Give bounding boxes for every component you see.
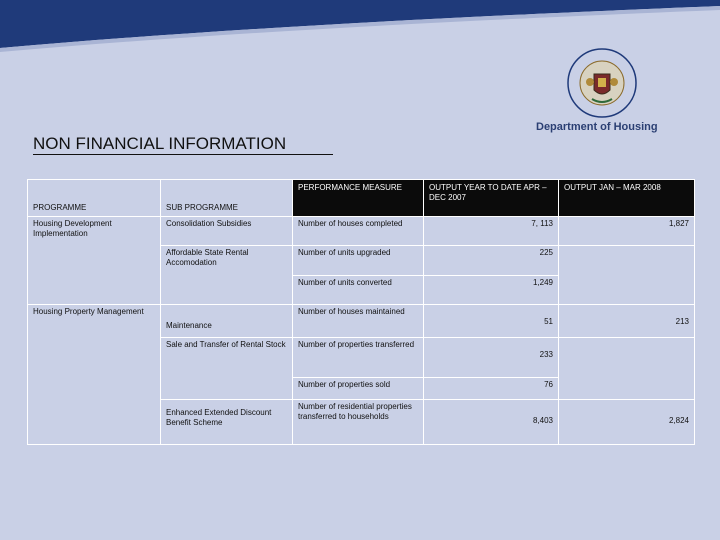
sub-programme-text: Maintenance	[166, 321, 212, 330]
sub-programme-cell	[161, 400, 293, 445]
sub-programme-cell	[161, 305, 293, 338]
output-ytd-cell: 225	[424, 246, 559, 276]
title-underline	[33, 154, 333, 155]
measure-cell: Number of residential properties transferred to households	[293, 400, 424, 445]
output-ytd-cell	[424, 400, 559, 445]
header-programme: PROGRAMME	[28, 180, 161, 217]
output-quarter-text: 213	[675, 317, 689, 326]
non-financial-table	[27, 179, 695, 445]
output-quarter-cell	[559, 400, 695, 445]
output-ytd-text: 8,403	[532, 416, 553, 425]
measure-cell: Number of properties transferred	[293, 338, 424, 378]
output-ytd-cell	[424, 338, 559, 378]
output-ytd-text: 233	[539, 350, 553, 359]
output-quarter-text: 2,824	[668, 416, 689, 425]
output-ytd-cell: 76	[424, 378, 559, 400]
measure-cell: Number of properties sold	[293, 378, 424, 400]
header-output-ytd: OUTPUT YEAR TO DATE APR – DEC 2007	[424, 180, 559, 217]
table-row	[28, 217, 695, 246]
output-ytd-cell: 7, 113	[424, 217, 559, 246]
output-quarter-cell	[559, 246, 695, 305]
output-ytd-cell	[424, 305, 559, 338]
sub-programme-cell: Sale and Transfer of Rental Stock	[161, 338, 293, 400]
measure-cell: Number of units converted	[293, 276, 424, 305]
gauteng-crest-logo	[560, 44, 644, 122]
sub-programme-cell: Consolidation Subsidies	[161, 217, 293, 246]
sub-programme-text: Enhanced Extended Discount Benefit Scheme	[166, 408, 272, 427]
output-quarter-cell	[559, 338, 695, 400]
header-sub-programme: SUB PROGRAMME	[161, 180, 293, 217]
output-quarter-cell: 1,827	[559, 217, 695, 246]
page-title: NON FINANCIAL INFORMATION	[33, 134, 287, 153]
sub-programme-cell: Affordable State Rental Accomodation	[161, 246, 293, 305]
output-ytd-text: 51	[544, 317, 553, 326]
programme-cell: Housing Property Management	[28, 305, 161, 445]
department-name: Department of Housing	[536, 121, 658, 133]
table-header-row	[28, 180, 695, 217]
table-row	[28, 305, 695, 338]
header-output-quarter: OUTPUT JAN – MAR 2008	[559, 180, 695, 217]
measure-cell: Number of houses completed	[293, 217, 424, 246]
output-quarter-cell	[559, 305, 695, 338]
programme-cell: Housing Development Implementation	[28, 217, 161, 305]
header-performance-measure: PERFORMANCE MEASURE	[293, 180, 424, 217]
measure-cell: Number of units upgraded	[293, 246, 424, 276]
output-ytd-cell: 1,249	[424, 276, 559, 305]
measure-cell: Number of houses maintained	[293, 305, 424, 338]
